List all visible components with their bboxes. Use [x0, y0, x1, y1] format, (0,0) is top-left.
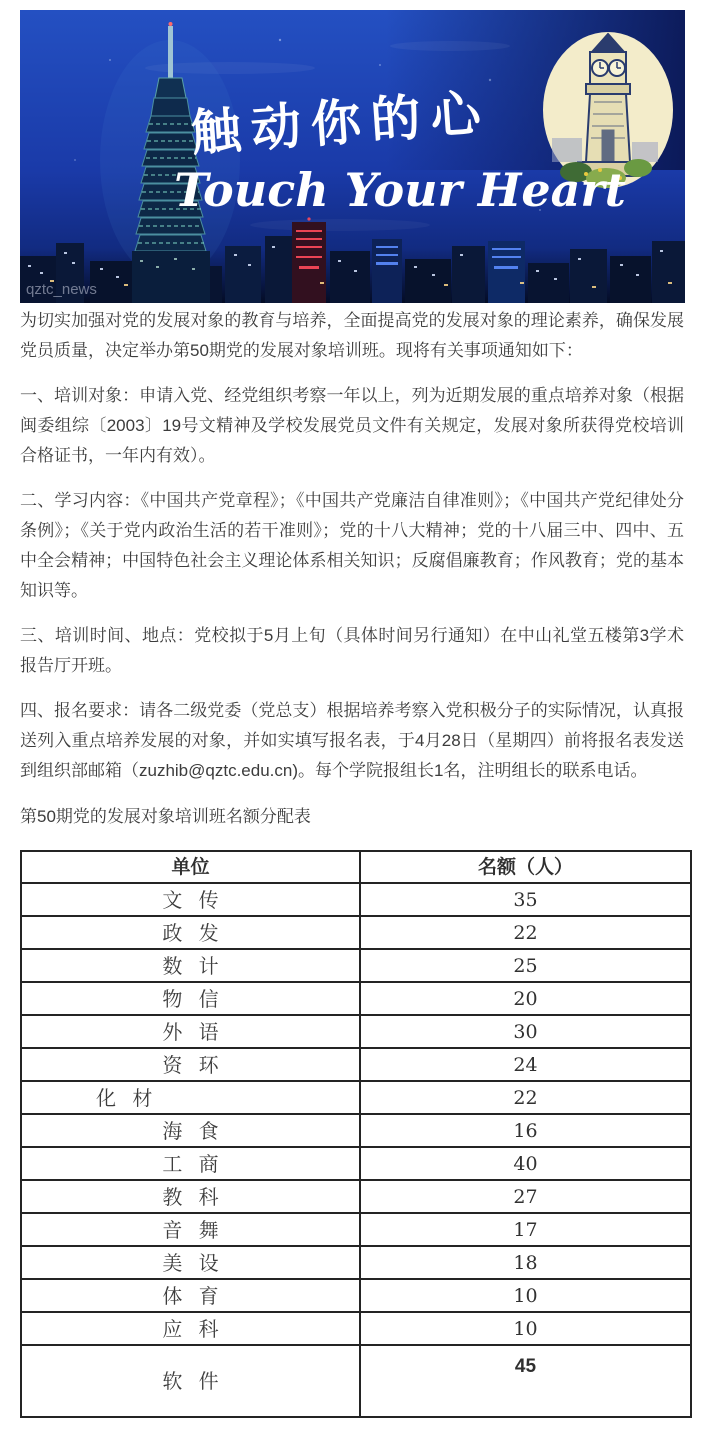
table-row [21, 1147, 691, 1180]
unit-cell: 政 发 [21, 916, 360, 949]
quota-cell: 16 [360, 1114, 691, 1147]
header-banner-image [20, 10, 685, 303]
section-1-training-targets: 一、培训对象：申请入党、经党组织考察一年以上，列为近期发展的重点培养对象（根据闽委组综〔2003〕19号文精神及学校发展党员文件有关规定，发展对象所获得党校培训合格证书，一年内有效）。 [20, 386, 684, 465]
banner-watermark: qztc_news [26, 281, 97, 298]
table-row [21, 1213, 691, 1246]
banner-graphic [20, 10, 685, 303]
unit-cell: 外 语 [21, 1015, 360, 1048]
unit-cell: 化 材 [21, 1081, 360, 1114]
quota-cell: 10 [360, 1279, 691, 1312]
table-row [21, 1345, 691, 1417]
table-row [21, 883, 691, 916]
quota-cell: 27 [360, 1180, 691, 1213]
table-row [21, 949, 691, 982]
quota-cell: 22 [360, 916, 691, 949]
article-body [20, 306, 684, 1418]
quota-cell: 25 [360, 949, 691, 982]
table-row [21, 1081, 691, 1114]
quota-table [20, 850, 692, 1418]
section-2-study-content: 二、学习内容：《中国共产党章程》；《中国共产党廉洁自律准则》；《中国共产党纪律处分条例》；《关于党内政治生活的若干准则》；党的十八大精神；党的十八届三中、四中、五中全会精神；中国特色社会主义理论体系相关知识；反腐倡廉教育；作风教育；党的基本知识等。 [20, 491, 684, 600]
unit-cell: 资 环 [21, 1048, 360, 1081]
intro-paragraph: 为切实加强对党的发展对象的教育与培养，全面提高党的发展对象的理论素养，确保发展党员质量，决定举办第50期党的发展对象培训班。现将有关事项通知如下： [20, 311, 684, 360]
table-row [21, 1312, 691, 1345]
unit-cell: 美 设 [21, 1246, 360, 1279]
unit-cell: 工 商 [21, 1147, 360, 1180]
unit-cell: 物 信 [21, 982, 360, 1015]
unit-cell: 音 舞 [21, 1213, 360, 1246]
table-row [21, 916, 691, 949]
header-unit: 单位 [21, 851, 360, 883]
unit-cell: 文 传 [21, 883, 360, 916]
quota-cell: 30 [360, 1015, 691, 1048]
unit-cell: 体 育 [21, 1279, 360, 1312]
unit-cell: 软 件 [21, 1345, 360, 1417]
table-row [21, 982, 691, 1015]
table-row [21, 1180, 691, 1213]
unit-cell: 海 食 [21, 1114, 360, 1147]
quota-cell: 20 [360, 982, 691, 1015]
banner-title-english: Touch Your Heart [174, 163, 626, 217]
quota-cell: 18 [360, 1246, 691, 1279]
quota-cell: 22 [360, 1081, 691, 1114]
quota-cell: 17 [360, 1213, 691, 1246]
quota-cell: 45 [360, 1345, 691, 1417]
unit-cell: 应 科 [21, 1312, 360, 1345]
quota-cell: 24 [360, 1048, 691, 1081]
red-lit-building [292, 222, 326, 303]
quota-cell: 35 [360, 883, 691, 916]
unit-cell: 教 科 [21, 1180, 360, 1213]
table-caption: 第50期党的发展对象培训班名额分配表 [20, 807, 311, 826]
table-header-row [21, 851, 691, 883]
quota-cell: 40 [360, 1147, 691, 1180]
section-4-registration: 四、报名要求：请各二级党委（党总支）根据培养考察入党积极分子的实际情况，认真报送列入重点培养发展的对象，并如实填写报名表，于4月28日（星期四）前将报名表发送到组织部邮箱（zuzhib@qztc.edu.cn)。每个学院报组长1名，注明组长的联系电话。 [20, 701, 684, 780]
header-quota: 名额（人） [360, 851, 691, 883]
table-row [21, 1279, 691, 1312]
unit-cell: 数 计 [21, 949, 360, 982]
table-row [21, 1048, 691, 1081]
table-row [21, 1015, 691, 1048]
table-row [21, 1114, 691, 1147]
banner-title-chinese: 触动你的心 [189, 83, 493, 163]
table-row [21, 1246, 691, 1279]
section-3-time-location: 三、培训时间、地点：党校拟于5月上旬（具体时间另行通知）在中山礼堂五楼第3学术报告厅开班。 [20, 626, 684, 675]
blue-lit-building [372, 239, 402, 303]
quota-cell: 10 [360, 1312, 691, 1345]
